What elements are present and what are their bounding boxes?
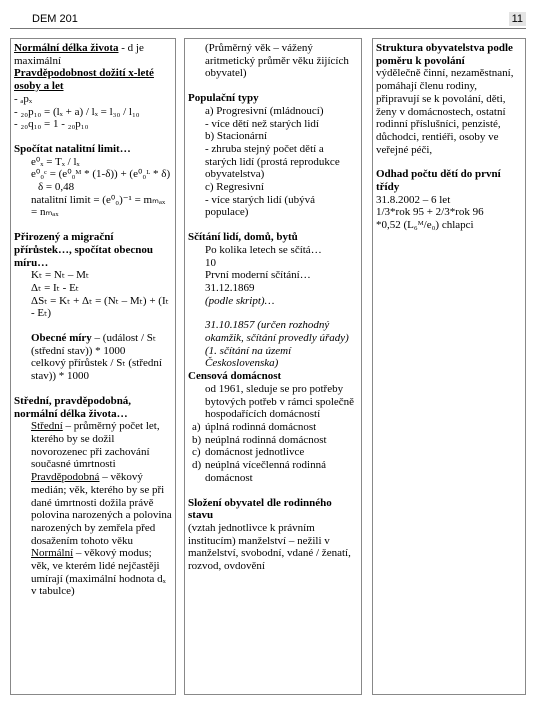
normal-life-text: Normální – věkový modus; věk, ve kterém lidé nejčastěji umírají (maximální hodnota dₓ v tabulce) (31, 547, 166, 598)
census-a2: 31.12.1869 (205, 281, 255, 294)
column-middle (184, 38, 362, 695)
structure-heading: Struktura obyvatelstva podle poměru k povolání (376, 42, 513, 67)
household-item: d) neúplná vícečlenná rodinná domácnost (192, 459, 326, 484)
household-text: od 1961, sleduje se pro potřeby bytových potřeb v rámci společně hospodařících domácností (205, 382, 355, 421)
type-b: b) Stacionární (205, 130, 268, 143)
formula-3: - ₂₀q₁₀ = 1 - ₂₀p₁₀ (14, 118, 89, 131)
type-c-desc: - více starých lidí (ubývá populace) (205, 193, 315, 219)
mean-age-text: (Průměrný věk – vážený aritmetický průměr věku žijících obyvatel) (205, 42, 349, 80)
estimate-line-3: *0,52 (L₆ᴹ/e₀) chlapci (376, 219, 474, 232)
composition-text: (vztah jednotlivce k právním institucím) manželství – nežili v manželství, svobodní, vdané / ženatí, rozvod, ovdovění (188, 521, 351, 573)
probable-life-text: Pravděpodobná – věkový medián; věk, kterého by se při dané úmrtnosti dožila právě polovina narozených a polovina narozených by zemřela před dosažením tohoto věku (31, 471, 172, 547)
estimate-line-1: 31.8.2002 – 6 let (376, 193, 451, 206)
rates-text: Obecné míry – (událost / Sₜ (střední stav)) * 1000 (31, 332, 157, 357)
estimate-heading: Odhad počtu dětí do první třídy (376, 168, 501, 194)
formula-2: - ₂₀p₁₀ = (lₓ + a) / lₓ = l₃₀ / l₁₀ (14, 105, 140, 118)
census-a1: 10 (205, 256, 216, 269)
estimate-line-2: 1/3*rok 95 + 2/3*rok 96 (376, 206, 484, 219)
formula-1: - ₐpₓ (14, 92, 33, 105)
natality-limit: natalitní limit = (e⁰₀)⁻¹ = mₘₐₓ = nₘₐₓ (31, 193, 166, 219)
type-c: c) Regresivní (205, 181, 264, 194)
household-item: c) domácnost jednotlivce (192, 446, 305, 459)
census-note: (podle skript)… (205, 294, 275, 307)
census-q1: Po kolika letech se sčítá… (205, 243, 322, 256)
mean-life-text: Střední – průměrný počet let, kterého by se dožil novorozenec při zachování současné úmrtnosti (31, 420, 160, 471)
growth-formula-2: Δₜ = Iₜ - Eₜ (31, 281, 80, 294)
type-b-desc: - zhruba stejný počet dětí a starých lidí (prostá reprodukce obyvatelstva) (205, 142, 340, 181)
life-length-heading: Normální délka života - d je maximální (14, 42, 144, 67)
course-code: DEM 201 (32, 13, 78, 25)
census-1857: 31.10.1857 (určen rozhodný okamžik, sčítání provedly úřady) (1. sčítání na území Československa) (205, 319, 349, 370)
column-left (10, 38, 176, 695)
natality-formula-1: e⁰ₓ = Tₓ / lₓ (31, 155, 80, 168)
column-right (372, 38, 526, 695)
growth-formula-3: ΔSₜ = Kₜ + Δₜ = (Nₜ – Mₜ) + (Iₜ - Eₜ) (31, 294, 169, 320)
page-header (10, 12, 526, 29)
household-heading: Censová domácnost (188, 370, 282, 383)
natality-formula-2: e⁰₀ᶜ = (e⁰₀ᴹ * (1-δ)) + (e⁰₀ᴸ * δ) (31, 168, 171, 181)
type-a: a) Progresivní (mládnoucí) (205, 104, 324, 117)
census-heading: Sčítání lidí, domů, bytů (188, 231, 298, 244)
census-q2: První moderní sčítání… (205, 269, 311, 282)
composition-heading: Složení obyvatel dle rodinného stavu (188, 496, 332, 522)
life-types-heading: Střední, pravděpodobná, normální délka života… (14, 394, 132, 420)
survival-probability-heading: Pravděpodobnost dožití x-leté osoby a let (14, 67, 154, 93)
growth-heading: Přirozený a migrační přírůstek…, spočítat obecnou míru… (14, 231, 154, 269)
natality-delta: δ = 0,48 (38, 181, 75, 194)
page-number: 11 (509, 12, 526, 26)
growth-formula-1: Kₜ = Nₜ – Mₜ (31, 269, 90, 282)
natality-heading: Spočítat natalitní limit… (14, 142, 131, 155)
household-item: b) neúplná rodinná domácnost (192, 433, 327, 446)
household-item: a) úplná rodinná domácnost (192, 420, 317, 433)
rates-text-2: celkový přírůstek / Sₜ (střední stav)) * 1000 (31, 357, 162, 383)
structure-text: výdělečně činní, nezaměstnaní, pomáhají členu rodiny, připravují se k povolání, děti, ženy v domácnostech, ostatní rodinní příslušníci, penzisté, důchodci, rentiéři, osoby ve veřejné péči, (376, 67, 514, 156)
type-a-desc: - více dětí než starých lidí (205, 117, 319, 130)
population-types-heading: Populační typy (188, 92, 259, 105)
